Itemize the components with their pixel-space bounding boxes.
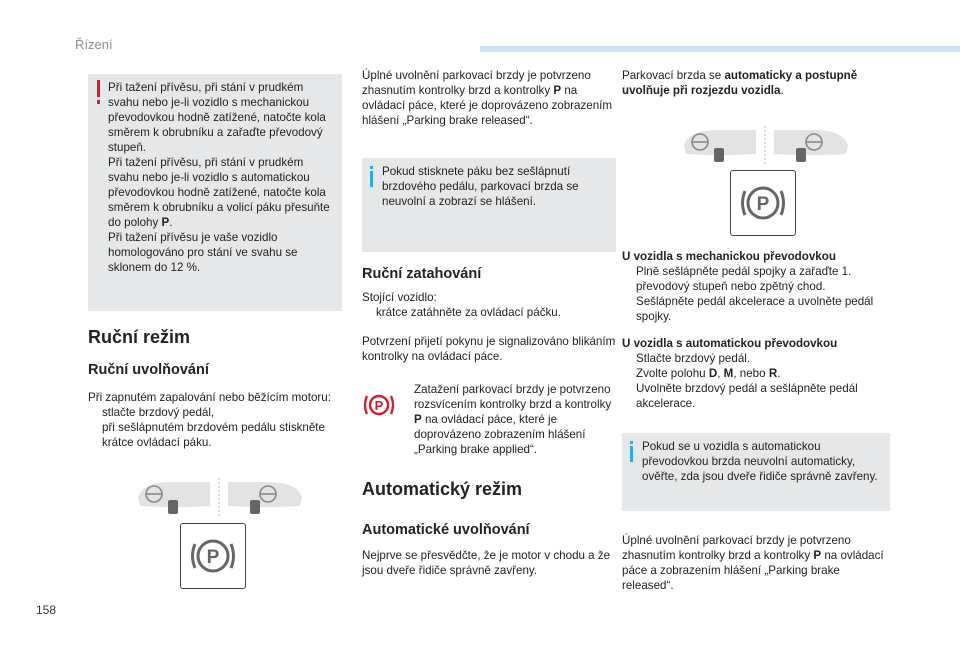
- parking-brake-switch-icon: [180, 523, 246, 589]
- bullet-icon: [622, 351, 636, 366]
- heading-automatic-release: Automatické uvolňování: [362, 522, 530, 538]
- exclamation-icon: [95, 80, 101, 105]
- heading-manual-apply: Ruční zatahování: [362, 266, 482, 282]
- automatic-release-text: Nejprve se přesvědčte, že je motor v chodu a že jsou dveře řidiče správně zavřeny.: [362, 549, 611, 577]
- heading-manual-release: Ruční uvolňování: [88, 362, 209, 378]
- list-item: Stlačte brzdový pedál.: [622, 351, 890, 366]
- bullet-icon: [362, 305, 376, 320]
- warning-paragraph-3: Při tažení přívěsu je vaše vozidlo homologováno pro stání ve svahu se sklonem do 12 %.: [108, 231, 298, 274]
- parking-brake-warning-icon: [362, 382, 414, 457]
- list-item: Sešlápněte pedál akcelerace a uvolněte pedál spojky.: [622, 294, 890, 324]
- list-item: krátce zatáhněte za ovládací páčku.: [362, 305, 616, 320]
- info-text: Pokud se u vozidla s automatickou převodovkou brzda neuvolní automaticky, ověřte, zda jsou dveře řidiče správně zavřeny.: [642, 440, 878, 483]
- automatic-gearbox-title: U vozidla s automatickou převodovkou: [622, 337, 838, 350]
- lever-icon: [250, 500, 260, 514]
- info-box: [362, 158, 616, 252]
- info-box: [622, 433, 890, 511]
- warning-box: [88, 74, 342, 311]
- heading-manual-mode: Ruční režim: [88, 327, 191, 347]
- bullet-icon: [622, 294, 636, 324]
- applied-confirmation: Zatažení parkovací brzdy je potvrzeno rozsvícením kontrolky brzd a kontrolky P na ovládací páce, které je doprovázeno zobrazením hlášení „Parking brake applied“.: [414, 383, 612, 456]
- list-item: Uvolněte brzdový pedál a sešlápněte pedál akcelerace.: [622, 381, 890, 411]
- column-3-lower: [622, 249, 890, 593]
- release-confirmation: Úplné uvolnění parkovací brzdy je potvrzeno zhasnutím kontrolky brzd a kontrolky P na ovládací páce, které je doprovázeno zobrazením hlášení „Parking brake released“.: [362, 69, 613, 127]
- list-item: Plně sešlápněte pedál spojky a zařaďte 1. převodový stupeň nebo zpětný chod.: [622, 264, 890, 294]
- lever-icon: [796, 148, 806, 162]
- list-item: při sešlápnutém brzdovém pedálu stiskněte krátce ovládací páku.: [88, 420, 342, 450]
- list-item: stlačte brzdový pedál,: [88, 405, 342, 420]
- column-2: [362, 64, 616, 578]
- dashboard-illustration: [132, 476, 308, 520]
- warning-paragraph-2: Při tažení přívěsu, při stání v prudkém svahu nebo je-li vozidlo s automatickou převodovkou hodně zatížené, natočte kola směrem k obrubníku a volicí páku přesuňte do polohy P.: [108, 156, 330, 229]
- svg-text:P: P: [756, 194, 770, 215]
- lever-icon: [168, 500, 178, 514]
- manual-gearbox-title: U vozidla s mechanickou převodovkou: [622, 250, 836, 263]
- bullet-icon: [622, 264, 636, 294]
- section-title: Řízení: [75, 37, 113, 52]
- final-release-confirmation: Úplné uvolnění parkovací brzdy je potvrzeno zhasnutím kontrolky brzd a kontrolky P na ovládací páce a zobrazením hlášení „Parking brake released“.: [622, 534, 884, 592]
- list-item: Zvolte polohu D, M, nebo R.: [622, 366, 890, 381]
- header-accent-bar: [480, 46, 960, 52]
- stationary-label: Stojící vozidlo:: [362, 291, 437, 304]
- auto-release-intro: Parkovací brzda se automaticky a postupně uvolňuje při rozjezdu vozidla.: [622, 69, 858, 97]
- bullet-icon: [622, 381, 636, 411]
- column-1: [88, 74, 342, 450]
- applied-block: [362, 382, 616, 457]
- apply-confirmation: Potvrzení přijetí pokynu je signalizováno blikáním kontrolky na ovládací páce.: [362, 335, 616, 363]
- info-icon: [368, 166, 374, 188]
- bullet-icon: [622, 366, 636, 381]
- heading-automatic-mode: Automatický režim: [362, 479, 523, 499]
- info-text: Pokud stisknete páku bez sešlápnutí brzdového pedálu, parkovací brzda se neuvolní a zobrazí se hlášení.: [382, 165, 579, 208]
- column-3: [622, 64, 890, 98]
- page-number: 158: [36, 603, 57, 617]
- svg-text:P: P: [206, 547, 220, 568]
- manual-release-intro: Při zapnutém zapalování nebo běžícím motoru:: [88, 391, 331, 404]
- dashboard-illustration: [678, 124, 854, 168]
- svg-text:P: P: [374, 398, 384, 413]
- info-icon: [628, 441, 634, 463]
- bullet-icon: [88, 420, 102, 450]
- warning-paragraph-1: Při tažení přívěsu, při stání v prudkém svahu nebo je-li vozidlo s mechanickou převodovkou hodně zatížené, natočte kola směrem k obrubníku a zařaďte převodový stupeň.: [108, 81, 326, 154]
- lever-icon: [714, 148, 724, 162]
- parking-brake-switch-icon: [730, 170, 796, 236]
- bullet-icon: [88, 405, 102, 420]
